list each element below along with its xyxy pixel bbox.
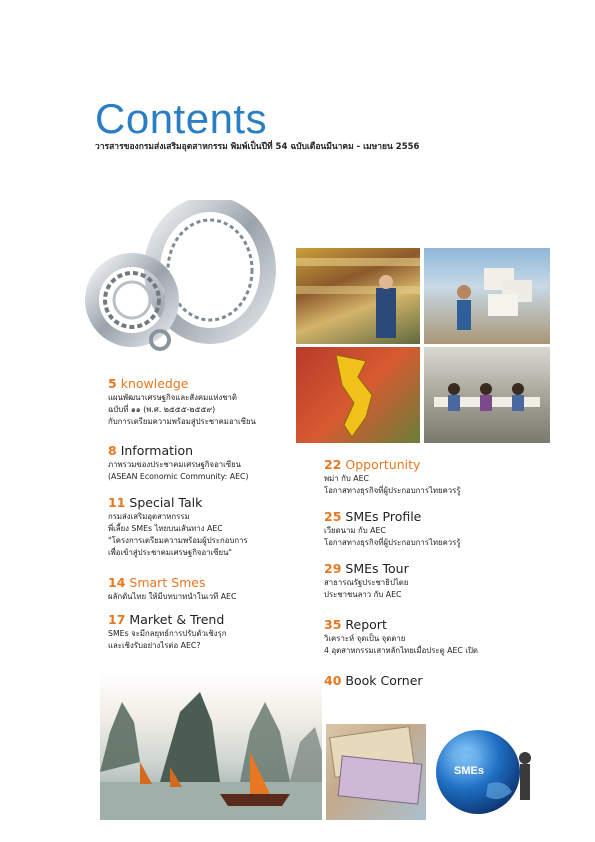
entry-line: ผลักดันไทย ให้มีบทบาทนำในเวที AEC: [108, 592, 237, 601]
entry-line: กับการเตรียมความพร้อมสู่ประชาคมอาเซียน: [108, 417, 256, 426]
smes-globe-photo: [428, 724, 540, 820]
toc-entry-market-trend[interactable]: [108, 612, 227, 652]
section-title: Book Corner: [345, 673, 423, 688]
magazine-issue-subtitle: วารสารของกรมส่งเสริมอุตสาหกรรม พิมพ์เป็นปีที่ 54 ฉบับเดือนมีนาคม - เมษายน 2556: [95, 142, 420, 152]
section-title: knowledge: [120, 376, 189, 391]
smes-globe-label: SMEs: [454, 765, 484, 777]
bearings-photo: [80, 200, 280, 360]
page-number: 17: [108, 612, 126, 627]
page-number: 29: [324, 561, 342, 576]
entry-line: SMEs จะมีกลยุทธ์การปรับตัวเชิงรุก: [108, 629, 227, 638]
entry-line: โอกาสทางธุรกิจที่ผู้ประกอบการไทยควรรู้: [324, 486, 461, 495]
entry-line: เวียดนาม กับ AEC: [324, 526, 386, 535]
toc-entry-smes-profile[interactable]: [324, 509, 461, 549]
entry-line: ประชาชนลาว กับ AEC: [324, 590, 402, 599]
toc-entry-opportunity[interactable]: [324, 457, 461, 497]
toc-entry-smes-tour[interactable]: [324, 561, 409, 601]
toc-entry-special-talk[interactable]: [108, 495, 248, 559]
toc-entry-smart-smes[interactable]: [108, 575, 236, 603]
page-number: 11: [108, 495, 126, 510]
entry-line: พี่เลี้ยง SMEs ไทยบนเส้นทาง AEC: [108, 524, 223, 533]
section-title: Smart Smes: [129, 575, 206, 590]
entry-line: พม่า กับ AEC: [324, 474, 369, 483]
rice-sacks-photo: [424, 248, 550, 344]
toc-entry-information[interactable]: [108, 443, 249, 483]
entry-line: และเชิงรับอย่างไรต่อ AEC?: [108, 641, 201, 650]
page-number: 8: [108, 443, 117, 458]
page-number: 14: [108, 575, 126, 590]
entry-line: วิเคราะห์ จุดเป็น จุดตาย: [324, 634, 406, 643]
section-title: Report: [345, 617, 387, 632]
entry-line: สาธารณรัฐประชาธิปไตย: [324, 578, 409, 587]
page-number: 22: [324, 457, 342, 472]
entry-line: กรมส่งเสริมอุตสาหกรรม: [108, 512, 190, 521]
banknotes-photo: [326, 724, 426, 820]
entry-line: ภาพรวมของประชาคมเศรษฐกิจอาเซียน: [108, 460, 241, 469]
page-title: Contents: [95, 95, 268, 142]
section-title: SMEs Tour: [345, 561, 409, 576]
section-title: Market & Trend: [129, 612, 225, 627]
page-number: 25: [324, 509, 342, 524]
page-number: 5: [108, 376, 117, 391]
vietnam-map-photo: [296, 347, 420, 443]
page-number: 35: [324, 617, 342, 632]
section-title: Special Talk: [129, 495, 203, 510]
toc-entry-report[interactable]: [324, 617, 478, 657]
entry-line: 4 อุตสาหกรรมเสาหลักไทยเมื่อประตู AEC เปิด: [324, 646, 478, 655]
supermarket-photo: [296, 248, 420, 344]
entry-line: โอกาสทางธุรกิจที่ผู้ประกอบการไทยควรรู้: [324, 538, 461, 547]
toc-entry-book-corner[interactable]: [324, 673, 423, 689]
section-title: Opportunity: [345, 457, 421, 472]
page-number: 40: [324, 673, 342, 688]
section-title: Information: [120, 443, 194, 458]
entry-line: แผนพัฒนาเศรษฐกิจและสังคมแห่งชาติ: [108, 393, 237, 402]
entry-line: "โครงการเตรียมความพร้อมผู้ประกอบการ: [108, 536, 248, 545]
entry-line: (ASEAN Economic Community: AEC): [108, 472, 249, 481]
entry-line: ฉบับที่ ๑๑ (พ.ศ. ๒๕๕๕-๒๕๕๙): [108, 405, 216, 414]
section-title: SMEs Profile: [345, 509, 422, 524]
halong-bay-photo: [100, 672, 322, 820]
factory-workers-photo: [424, 347, 550, 443]
entry-line: เพื่อเข้าสู่ประชาคมเศรษฐกิจอาเซียน": [108, 548, 233, 557]
toc-entry-knowledge[interactable]: [108, 376, 256, 428]
